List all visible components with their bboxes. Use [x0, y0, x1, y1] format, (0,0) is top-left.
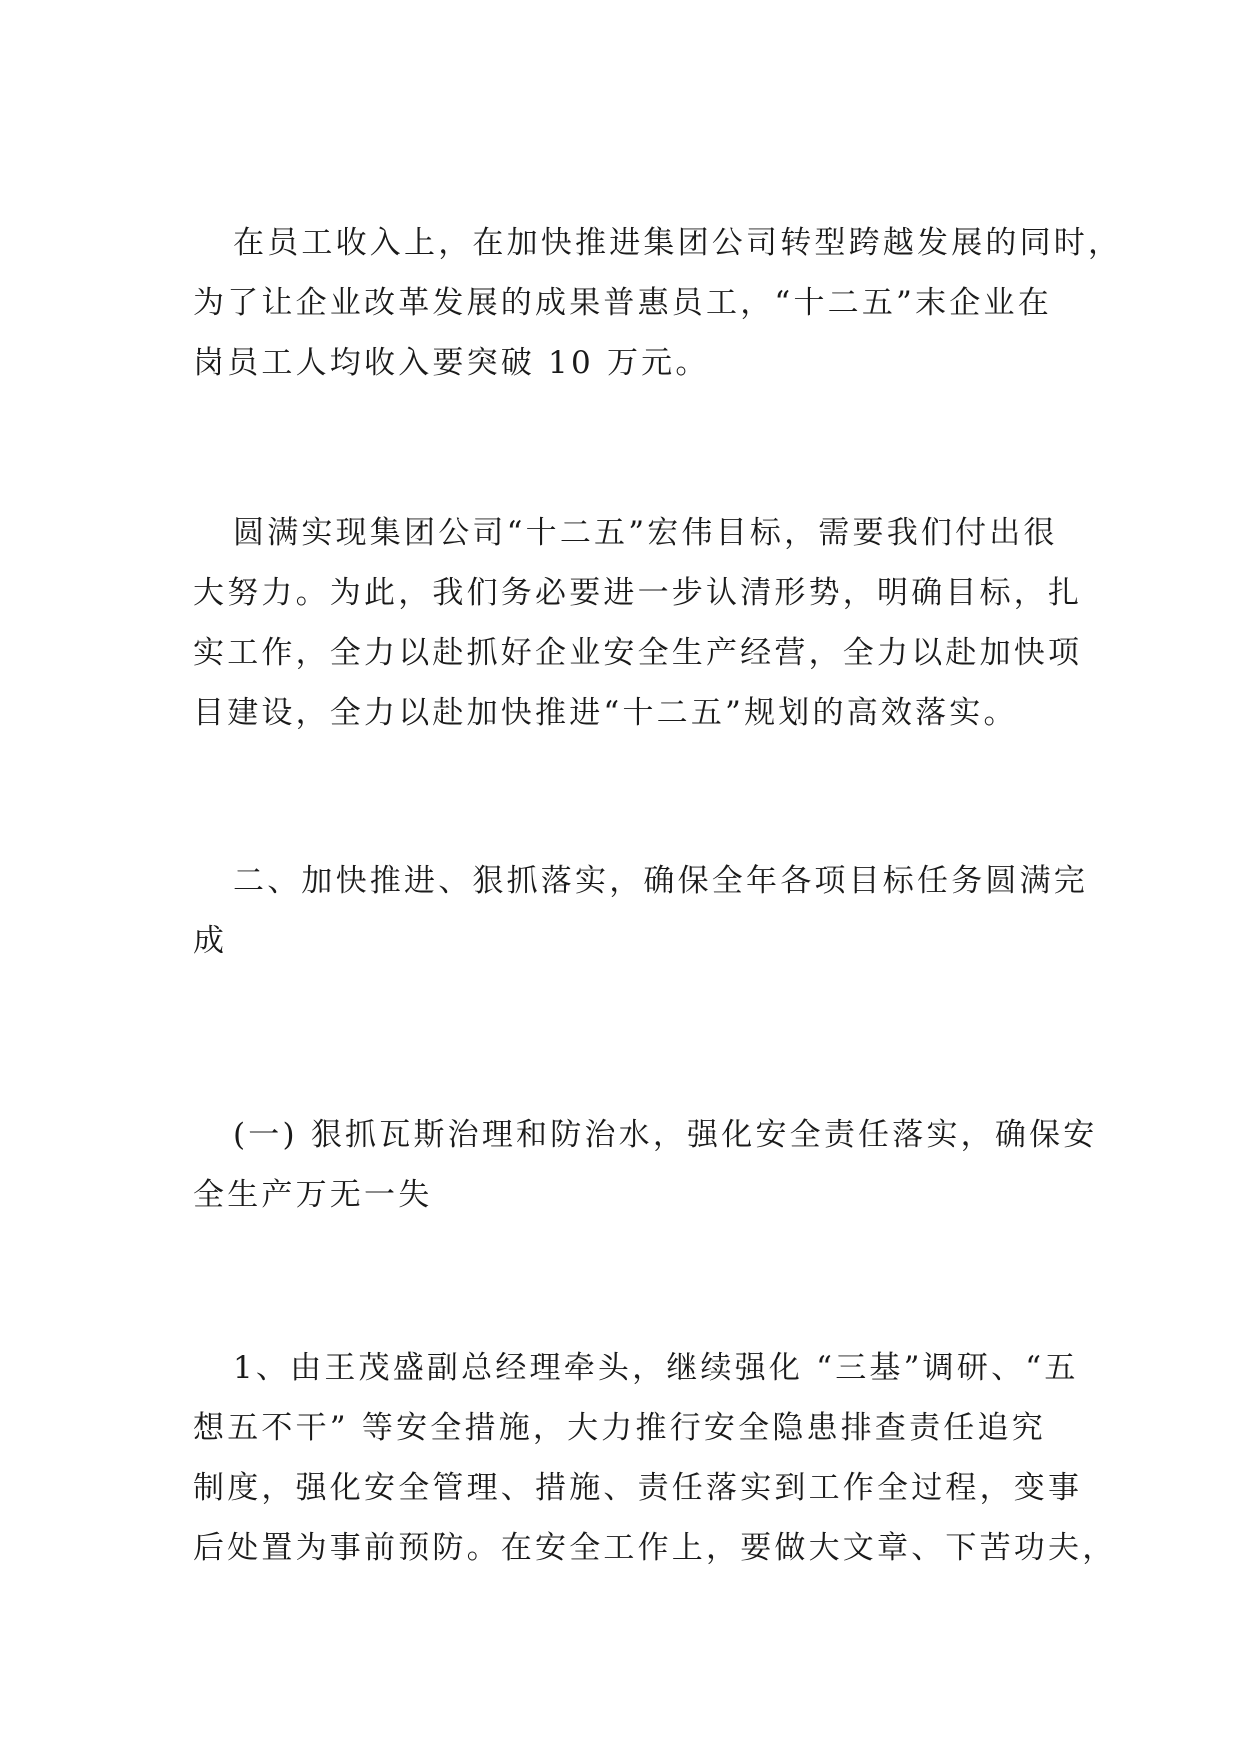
heading-line: 成	[193, 923, 228, 959]
heading-line: 二、加快推进、狠抓落实，确保全年各项目标任务圆满完	[233, 863, 1088, 899]
paragraph-line: 在员工收入上，在加快推进集团公司转型跨越发展的同时，	[233, 225, 1123, 261]
heading-line: 全生产万无一失	[193, 1177, 433, 1213]
paragraph-line: 目建设，全力以赴加快推进“十二五”规划的高效落实。	[193, 695, 1018, 731]
paragraph-line: 1、由王茂盛副总经理牵头，继续强化 “三基”调研、“五	[233, 1350, 1079, 1386]
heading-line: (一) 狠抓瓦斯治理和防治水，强化安全责任落实，确保安	[233, 1117, 1098, 1153]
paragraph-employee-income	[193, 213, 1123, 393]
paragraph-line: 后处置为事前预防。在安全工作上，要做大文章、下苦功夫，	[193, 1530, 1117, 1566]
paragraph-line: 实工作，全力以赴抓好企业安全生产经营，全力以赴加快项	[193, 635, 1083, 671]
paragraph-line: 圆满实现集团公司“十二五”宏伟目标，需要我们付出很	[233, 515, 1058, 551]
paragraph-safety-measures	[193, 1338, 1117, 1578]
paragraph-goal-effort	[193, 503, 1083, 743]
paragraph-line: 制度，强化安全管理、措施、责任落实到工作全过程，变事	[193, 1470, 1083, 1506]
paragraph-line: 想五不干” 等安全措施，大力推行安全隐患排查责任追究	[193, 1410, 1046, 1446]
paragraph-line: 大努力。为此，我们务必要进一步认清形势，明确目标，扎	[193, 575, 1083, 611]
subsection-heading-one	[193, 1105, 1098, 1225]
paragraph-line: 岗员工人均收入要突破 10 万元。	[193, 345, 710, 381]
paragraph-line: 为了让企业改革发展的成果普惠员工，“十二五”末企业在	[193, 285, 1052, 321]
section-heading-two	[193, 851, 1088, 971]
